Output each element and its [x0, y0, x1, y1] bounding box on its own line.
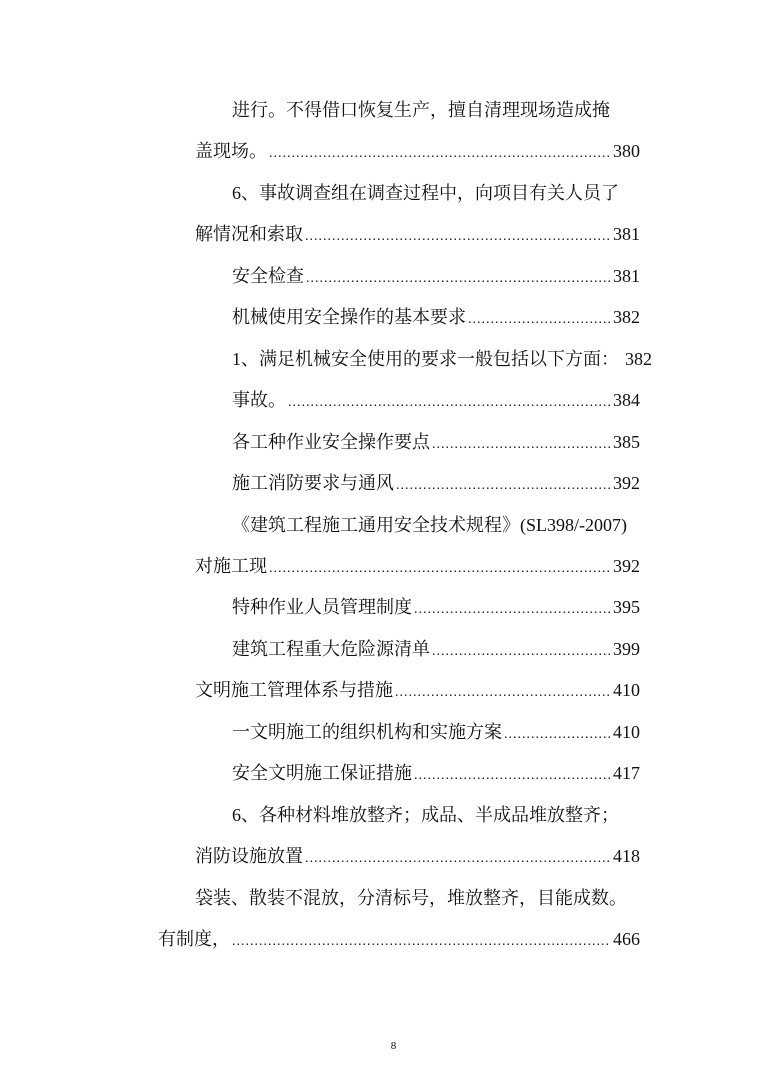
toc-dot-leader — [414, 598, 611, 622]
toc-entry-title: 1、满足机械安全使用的要求一般包括以下方面： — [232, 348, 619, 369]
toc-entry[interactable] — [232, 513, 627, 537]
toc-entry-title: 安全检查 — [232, 265, 304, 286]
toc-entry-title: 施工消防要求与通风 — [232, 473, 394, 494]
toc-entry-title: 有制度， — [158, 929, 230, 949]
toc-entry-title: 事故。 — [232, 390, 286, 411]
toc-entry-title: 解情况和索取 — [195, 224, 303, 245]
toc-entry-title: 6、各种材料堆放整齐；成品、半成品堆放整齐； — [232, 804, 619, 825]
toc-entry-title: 文明施工管理体系与措施 — [195, 680, 393, 701]
toc-entry[interactable] — [232, 305, 640, 329]
toc-dot-leader — [395, 681, 611, 705]
toc-dot-leader — [269, 557, 611, 581]
toc-dot-leader — [232, 930, 611, 954]
toc-dot-leader — [305, 847, 611, 871]
toc-entry[interactable] — [232, 761, 640, 785]
toc-entry[interactable] — [195, 886, 627, 910]
toc-entry-title: 机械使用安全操作的基本要求 — [232, 307, 466, 328]
toc-dot-leader — [504, 723, 611, 747]
toc-entry[interactable] — [158, 927, 640, 951]
toc-entry-title: 消防设施放置 — [195, 846, 303, 867]
toc-dot-leader — [305, 225, 611, 249]
toc-entry-title: 安全文明施工保证措施 — [232, 763, 412, 784]
toc-entry[interactable] — [232, 471, 640, 495]
toc-dot-leader — [288, 391, 611, 415]
toc-entry-title: 《建筑工程施工通用安全技术规程》(SL398/-2007) — [232, 514, 627, 535]
toc-entry-title: 进行。不得借口恢复生产，擅自清理现场造成掩 — [232, 100, 610, 120]
toc-dot-leader — [432, 433, 611, 457]
toc-dot-leader — [269, 142, 611, 166]
toc-entry-page: 384 — [613, 390, 640, 411]
toc-entry-title: 对施工现 — [195, 555, 267, 576]
toc-entry-page: 466 — [613, 929, 640, 949]
toc-entry[interactable] — [232, 637, 640, 661]
toc-entry[interactable] — [232, 430, 640, 454]
toc-dot-leader — [432, 640, 611, 664]
toc-dot-leader — [306, 267, 611, 291]
toc-entry-title: 一文明施工的组织机构和实施方案 — [232, 721, 502, 742]
toc-entry-page: 392 — [613, 555, 640, 576]
toc-entry[interactable] — [232, 98, 610, 122]
toc-entry[interactable] — [232, 388, 640, 412]
toc-entry-page: 381 — [613, 224, 640, 245]
toc-entry-page: 380 — [613, 141, 640, 162]
toc-entry-page: 385 — [613, 431, 640, 452]
toc-entry-page: 382 — [625, 348, 652, 369]
toc-entry-title: 6、事故调查组在调查过程中，向项目有关人员了 — [232, 182, 619, 203]
toc-entry-title: 建筑工程重大危险源清单 — [232, 638, 430, 659]
toc-entry[interactable] — [232, 720, 640, 744]
toc-entry[interactable] — [195, 844, 640, 868]
toc-entry-page: 410 — [613, 680, 640, 701]
toc-entry-page: 417 — [613, 763, 640, 784]
page-number: 8 — [390, 1040, 397, 1052]
toc-entry-page: 418 — [613, 846, 640, 867]
toc-entry-title: 袋装、散装不混放，分清标号，堆放整齐，目能成数。 — [195, 887, 627, 908]
toc-entry[interactable] — [232, 347, 652, 371]
toc-entry[interactable] — [195, 554, 640, 578]
toc-dot-leader — [414, 764, 611, 788]
toc-entry[interactable] — [232, 181, 619, 205]
toc-entry[interactable] — [195, 678, 640, 702]
toc-entry-page: 392 — [613, 473, 640, 494]
toc-dot-leader — [468, 308, 611, 332]
toc-dot-leader — [396, 474, 611, 498]
toc-entry-page: 382 — [613, 307, 640, 328]
toc-entry[interactable] — [232, 803, 619, 827]
toc-entry[interactable] — [232, 264, 640, 288]
toc-entry-page: 381 — [613, 265, 640, 286]
toc-entry[interactable] — [195, 139, 640, 163]
toc-entry-title: 盖现场。 — [195, 141, 267, 162]
toc-entry[interactable] — [195, 222, 640, 246]
toc-entry-page: 399 — [613, 638, 640, 659]
toc-entry-title: 特种作业人员管理制度 — [232, 597, 412, 618]
toc-entry[interactable] — [232, 595, 640, 619]
toc-entry-title: 各工种作业安全操作要点 — [232, 431, 430, 452]
toc-entry-page: 395 — [613, 597, 640, 618]
toc-entry-page: 410 — [613, 721, 640, 742]
